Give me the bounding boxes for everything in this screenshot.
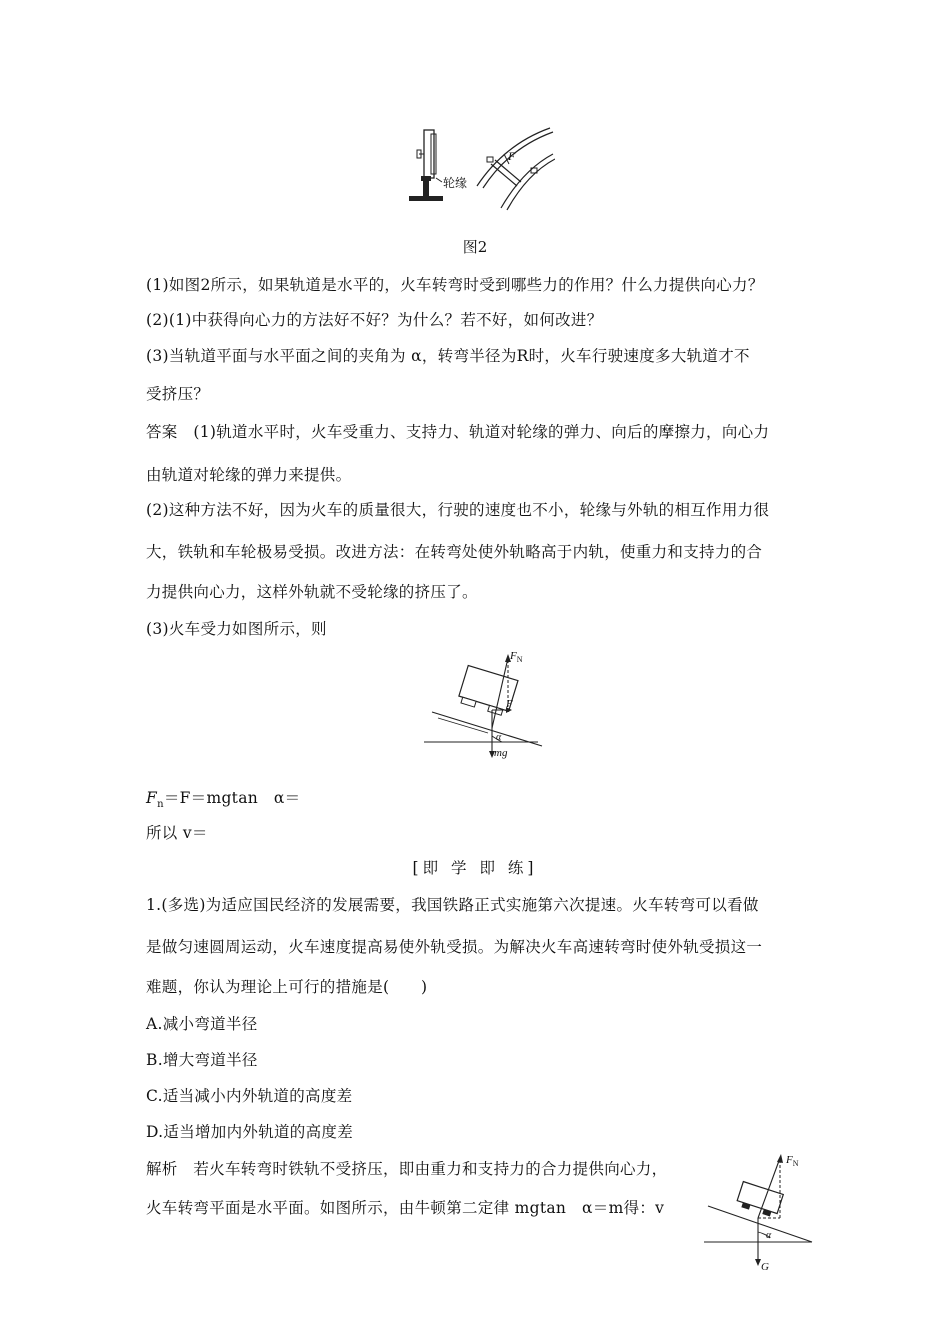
answer-line-2: 由轨道对轮缘的弹力来提供。 [146,466,352,484]
force-diagram-2 [700,1148,820,1273]
option-c: C.适当减小内外轨道的高度差 [146,1087,353,1105]
answer-line-5: 力提供向心力，这样外轨就不受轮缘的挤压了。 [146,583,478,601]
force-label: F [508,149,516,163]
g-label: G [761,1261,769,1273]
figure-2-diagram [405,124,555,212]
force-diagram-1 [420,648,560,763]
figure-2-caption: 图2 [462,238,488,256]
formula-v: 所以 v＝ [146,824,208,842]
option-a: A.减小弯道半径 [146,1015,258,1033]
q1-line-1: 1.(多选)为适应国民经济的发展需要，我国铁路正式实施第六次提速。火车转弯可以看做 [146,896,759,914]
alpha-label-2: α [766,1230,772,1241]
answer-line-6: (3)火车受力如图所示，则 [146,620,327,638]
q1-line-2: 是做匀速圆周运动，火车速度提高易使外轨受损。为解决火车高速转弯时使外轨受损这一 [146,938,763,956]
answer-line-3: (2)这种方法不好，因为火车的质量很大，行驶的速度也不小，轮缘与外轨的相互作用力很 [146,501,770,519]
alpha-label: α [496,732,502,743]
question-1: (1)如图2所示，如果轨道是水平的，火车转弯时受到哪些力的作用？什么力提供向心力？ [146,276,764,294]
answer-line-4: 大，铁轨和车轮极易受损。改进方法：在转弯处使外轨略高于内轨，使重力和支持力的合 [146,543,763,561]
f-label: F [506,698,513,710]
q1-line-3: 难题，你认为理论上可行的措施是( ) [146,978,428,996]
option-d: D.适当增加内外轨道的高度差 [146,1123,354,1141]
question-3-cont: 受挤压？ [146,385,210,403]
wheel-flange-label: 轮缘 [443,176,468,190]
option-b: B.增大弯道半径 [146,1051,258,1069]
analysis-line-2: 火车转弯平面是水平面。如图所示，由牛顿第二定律 mgtan α＝m得：v [146,1199,665,1217]
analysis-line-1: 解析 若火车转弯时铁轨不受挤压，即由重力和支持力的合力提供向心力， [146,1160,668,1178]
practice-title: [即 学 即 练] [412,859,538,877]
fn-label: $F_N$ [510,650,523,664]
question-2: (2)(1)中获得向心力的方法好不好？为什么？若不好，如何改进？ [146,311,603,329]
mg-label: mg [494,747,508,759]
question-3: (3)当轨道平面与水平面之间的夹角为 α，转弯半径为R时，火车行驶速度多大轨道才不 [146,347,750,365]
fn-label-2: $F_N$ [786,1154,799,1168]
formula-fn: $F_n=F=mgtan$ α＝ [146,789,301,811]
answer-line-1: 答案 (1)轨道水平时，火车受重力、支持力、轨道对轮缘的弹力、向后的摩擦力，向心力 [146,423,770,441]
